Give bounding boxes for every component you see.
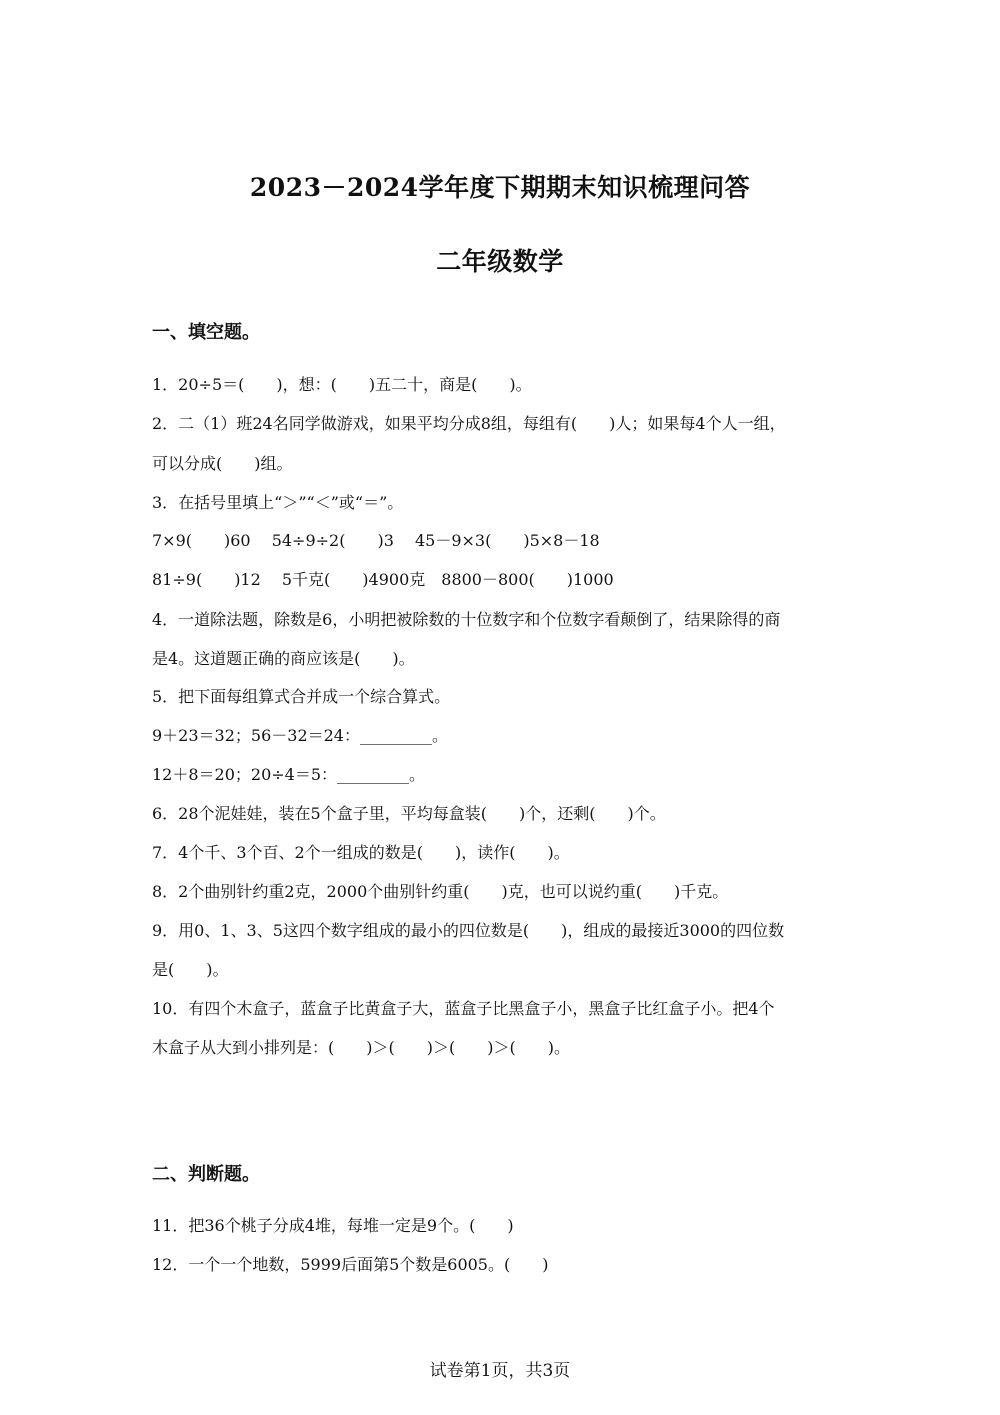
question-line: 7．4个千、3个百、2个一组成的数是( )，读作( )。 (152, 843, 570, 862)
document-title: 2023－2024学年度下期期末知识梳理问答 (249, 173, 751, 202)
question-line: 9．用0、1、3、5这四个数字组成的最小的四位数是( )，组成的最接近3000的四位数 (152, 921, 785, 940)
question-line: 3．在括号里填上“＞”“＜”或“＝”。 (152, 493, 404, 512)
question-line: 1．20÷5＝( )，想：( )五二十，商是( )。 (152, 375, 532, 394)
question-line: 10．有四个木盒子，蓝盒子比黄盒子大，蓝盒子比黑盒子小，黑盒子比红盒子小。把4个 (152, 999, 775, 1018)
question-line: 7×9( )60 54÷9÷2( )3 45－9×3( )5×8－18 (152, 531, 600, 550)
question-line: 12．一个一个地数，5999后面第5个数是6005。( ) (152, 1255, 549, 1274)
section-heading-true-false: 二、判断题。 (152, 1164, 260, 1185)
question-line: 可以分成( )组。 (152, 454, 293, 473)
question-line: 4．一道除法题，除数是6，小明把被除数的十位数字和个位数字看颠倒了，结果除得的商 (152, 610, 781, 629)
question-line: 8．2个曲别针约重2克，2000个曲别针约重( )克，也可以说约重( )千克。 (152, 882, 729, 901)
document-subtitle: 二年级数学 (436, 247, 564, 276)
question-line: 木盒子从大到小排列是：( )＞( )＞( )＞( )。 (152, 1038, 570, 1057)
question-line: 11．把36个桃子分成4堆，每堆一定是9个。( ) (152, 1216, 514, 1235)
question-line: 5．把下面每组算式合并成一个综合算式。 (152, 687, 451, 706)
question-line: 9＋23＝32；56－32＝24：_________。 (152, 726, 448, 745)
question-line: 6．28个泥娃娃，装在5个盒子里，平均每盒装( )个，还剩( )个。 (152, 804, 666, 823)
section-heading-fill-in: 一、填空题。 (152, 322, 260, 343)
question-line: 12＋8＝20；20÷4＝5：_________。 (152, 765, 426, 784)
question-line: 是( )。 (152, 960, 229, 979)
question-line: 81÷9( )12 5千克( )4900克 8800－800( )1000 (152, 570, 614, 589)
page-footer: 试卷第1页，共3页 (429, 1361, 571, 1381)
question-line: 是4。这道题正确的商应该是( )。 (152, 649, 415, 668)
question-line: 2．二（1）班24名同学做游戏，如果平均分成8组，每组有( )人；如果每4个人一组， (152, 414, 786, 433)
